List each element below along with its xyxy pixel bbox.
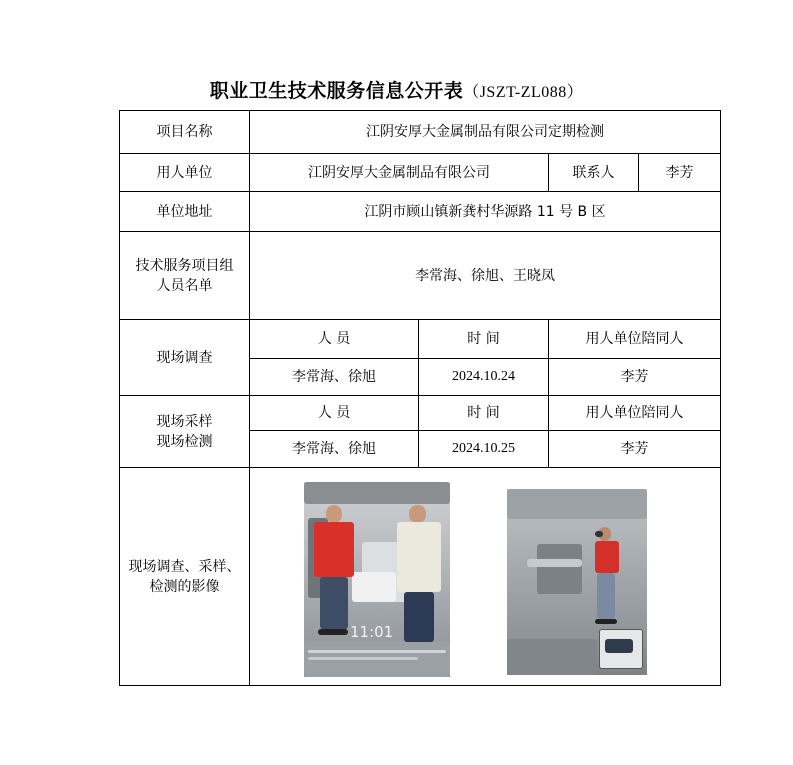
sampling-companion: 李芳 [549, 431, 721, 468]
sampling-header-people: 人 员 [250, 396, 419, 431]
survey-header-people: 人 员 [250, 320, 419, 359]
team-label-line1: 技术服务项目组 [135, 257, 234, 274]
survey-label: 现场调查 [120, 320, 250, 396]
address-value: 江阴市顾山镇新龚村华源路 11 号 B 区 [250, 192, 721, 232]
survey-header-companion: 用人单位陪同人 [549, 320, 721, 359]
project-name-value: 江阴安厚大金属制品有限公司定期检测 [250, 111, 721, 154]
sampling-label-line2: 现场检测 [156, 433, 213, 450]
survey-header-time: 时 间 [419, 320, 549, 359]
sampling-label [120, 396, 250, 468]
sampling-people: 李常海、徐旭 [250, 431, 419, 468]
employer-label: 用人单位 [120, 154, 250, 192]
sampling-date: 2024.10.25 [419, 431, 549, 468]
images-cell [250, 468, 721, 686]
info-table [119, 110, 721, 686]
images-label [120, 468, 250, 686]
team-label-line2: 人员名单 [156, 277, 213, 294]
photo-time-watermark: 11:01 [350, 623, 394, 641]
survey-photo [304, 482, 450, 677]
survey-people: 李常海、徐旭 [250, 359, 419, 396]
sampling-label-line1: 现场采样 [156, 413, 213, 430]
images-label-line2: 检测的影像 [149, 578, 220, 595]
survey-companion: 李芳 [549, 359, 721, 396]
sampling-header-companion: 用人单位陪同人 [549, 396, 721, 431]
sampling-header-time: 时 间 [419, 396, 549, 431]
images-label-line1: 现场调查、采样、 [128, 558, 241, 575]
survey-date: 2024.10.24 [419, 359, 549, 396]
team-value: 李常海、徐旭、王晓凤 [250, 232, 721, 320]
page-title [0, 76, 793, 103]
employer-value: 江阴安厚大金属制品有限公司 [250, 154, 549, 192]
contact-value: 李芳 [639, 154, 721, 192]
project-name-label: 项目名称 [120, 111, 250, 154]
contact-label: 联系人 [549, 154, 639, 192]
photo-area [250, 468, 720, 685]
sampling-photo [507, 489, 647, 675]
address-label: 单位地址 [120, 192, 250, 232]
team-label [120, 232, 250, 320]
title-code: （JSZT-ZL088） [463, 84, 584, 101]
title-main: 职业卫生技术服务信息公开表 [209, 80, 464, 102]
